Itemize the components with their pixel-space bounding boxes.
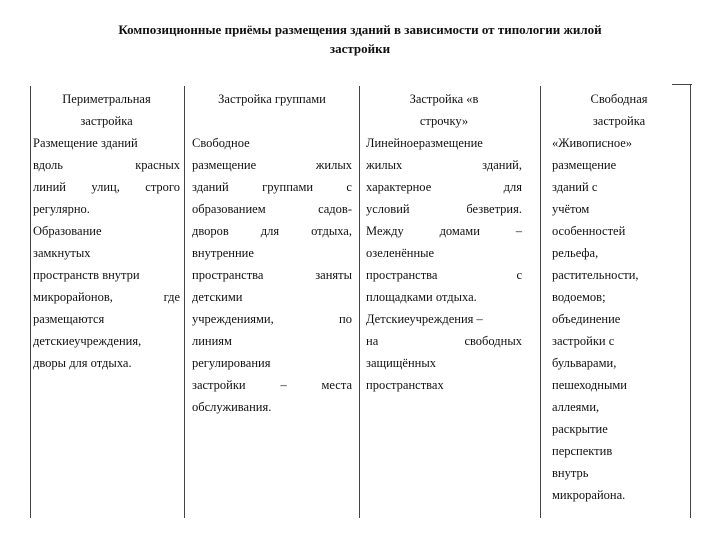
cell-text-line: площадками отдыха. [366, 290, 477, 304]
column-divider-3 [540, 86, 541, 518]
cell-text-line: Между домами – [366, 224, 522, 238]
column-header-line: Застройка «в [409, 92, 479, 106]
cell-text-line: объединение [552, 312, 621, 326]
cell-text-line: пешеходными [552, 378, 627, 392]
cell-text-line: регулярно. [33, 202, 90, 216]
cell-text-line: внутренние [192, 246, 254, 260]
column-header-line: Периметральная [62, 92, 151, 106]
cell-text-line: перспектив [552, 444, 613, 458]
cell-text-line: линий улиц, строго [33, 180, 180, 194]
cell-text-line: Детскиеучреждения – [366, 312, 483, 326]
cell-text-line: рельефа, [552, 246, 599, 260]
title-line-1: Композиционные приёмы размещения зданий в зависимости от типологии жилой [118, 22, 602, 37]
cell-text-line: линиям [192, 334, 232, 348]
cell-text-line: размещение жилых [192, 158, 352, 172]
cell-text-line: детскими [192, 290, 243, 304]
cell-text-line: водоемов; [552, 290, 606, 304]
column-header-line: застройка [592, 114, 646, 128]
cell-text-line: замкнутых [33, 246, 91, 260]
cell-text-line: зданий с [552, 180, 598, 194]
cell-text-line: дворы для отдыха. [33, 356, 132, 370]
cell-text-line: образованием садов- [192, 202, 352, 216]
cell-text-line: Линейноеразмещение [366, 136, 483, 150]
cell-text-line: Размещение зданий [33, 136, 138, 150]
column-divider-2 [359, 86, 360, 518]
page-title [40, 20, 680, 58]
column-divider-1 [184, 86, 185, 518]
cell-text-line: микрорайонов, где [33, 290, 180, 304]
cell-text-line: защищённых [366, 356, 437, 370]
column-header-line: Свободная [590, 92, 648, 106]
cell-text-line: пространства заняты [192, 268, 352, 282]
column-free [552, 88, 686, 506]
title-line-2: застройки [329, 41, 391, 56]
column-header-spacer [192, 110, 352, 132]
cell-text-line: детскиеучреждения, [33, 334, 142, 348]
column-header-line: застройка [80, 114, 133, 128]
column-group [192, 88, 352, 418]
table-top-border [672, 84, 692, 85]
cell-text-line: растительности, [552, 268, 639, 282]
cell-text-line: вдоль красных [33, 158, 180, 172]
cell-text-line: учреждениями, по [192, 312, 352, 326]
column-line [366, 88, 522, 396]
column-header-line: Застройка группами [218, 92, 326, 106]
cell-text-line: учётом [552, 202, 590, 216]
column-perimeter [33, 88, 180, 374]
cell-text-line: Свободное [192, 136, 250, 150]
cell-text-line: аллеями, [552, 400, 600, 414]
cell-text-line: бульварами, [552, 356, 617, 370]
cell-text-line: внутрь [552, 466, 589, 480]
cell-text-line: застройки – места [192, 378, 352, 392]
cell-text-line: жилых зданий, [366, 158, 522, 172]
cell-text-line: раскрытие [552, 422, 608, 436]
cell-text-line: зданий группами с [192, 180, 352, 194]
table-right-border [690, 84, 691, 518]
cell-text-line: микрорайона. [552, 488, 626, 502]
cell-text-line: пространств внутри [33, 268, 140, 282]
cell-text-line: озеленённые [366, 246, 435, 260]
cell-text-line: особенностей [552, 224, 626, 238]
table-left-border [30, 86, 31, 518]
column-header-line: строчку» [419, 114, 469, 128]
cell-text-line: пространствах [366, 378, 444, 392]
cell-text-line: регулирования [192, 356, 271, 370]
cell-text-line: «Живописное» [552, 136, 633, 150]
cell-text-line: размещение [552, 158, 617, 172]
cell-text-line: характерное для [366, 180, 522, 194]
cell-text-line: обслуживания. [192, 400, 272, 414]
cell-text-line: дворов для отдыха, [192, 224, 352, 238]
cell-text-line: застройки с [552, 334, 615, 348]
cell-text-line: на свободных [366, 334, 522, 348]
cell-text-line: условий безветрия. [366, 202, 522, 216]
cell-text-line: размещаются [33, 312, 105, 326]
cell-text-line: пространства с [366, 268, 522, 282]
cell-text-line: Образование [33, 224, 102, 238]
